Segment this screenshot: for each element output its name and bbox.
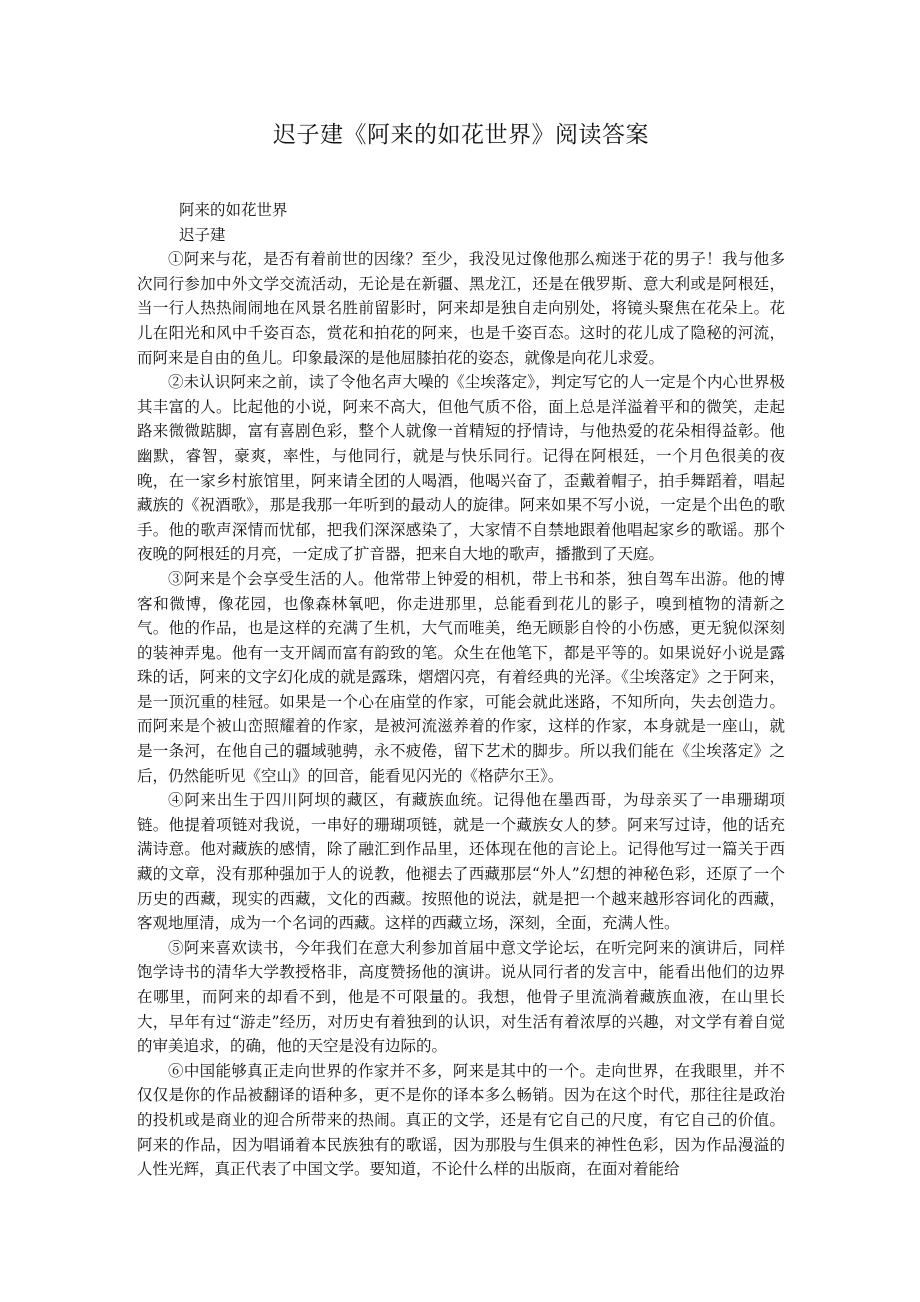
article-author: 迟子建 [179,225,226,244]
paragraph-2: ②未认识阿来之前，读了令他名声大噪的《尘埃落定》，判定写它的人一定是个内心世界极其丰富的人。比起他的小说，阿来不高大，但他气质不俗，面上总是洋溢着平和的微笑，走起路来微微踮脚，富有喜剧色彩，整个人就像一首精短的抒情诗，与他热爱的花朵相得益彰。他幽默，睿智，豪爽，率性，与他同行，就是与快乐同行。记得在阿根廷，一个月色很美的夜晚，在一家乡村旅馆里，阿来请全团的人喝酒，他喝兴奋了，歪戴着帽子，拍手舞蹈着，唱起藏族的《祝酒歌》，那是我那一年听到的最动人的旋律。阿来如果不写小说，一定是个出色的歌手。他的歌声深情而忧郁，把我们深深感染了，大家情不自禁地跟着他唱起家乡的歌谣。那个夜晚的阿根廷的月亮，一定成了扩音器，把来自大地的歌声，播撒到了天庭。 [137,373,785,564]
paragraph-4: ④阿来出生于四川阿坝的藏区，有藏族血统。记得他在墨西哥，为母亲买了一串珊瑚项链。他提着项链对我说，一串好的珊瑚项链，就是一个藏族女人的梦。阿来写过诗，他的话充满诗意。他对藏族的感情，除了融汇到作品里，还体现在他的言论上。记得他写过一篇关于西藏的文章，没有那种强加于人的说教，他褪去了西藏那层“外人”幻想的神秘色彩，还原了一个历史的西藏，现实的西藏，文化的西藏。按照他的说法，就是把一个越来越形容词化的西藏，客观地厘清，成为一个名词的西藏。这样的西藏立场，深刻，全面，充满人性。 [137,791,785,933]
paragraph-6: ⑥中国能够真正走向世界的作家并不多，阿来是其中的一个。走向世界，在我眼里，并不仅仅是你的作品被翻译的语种多，更不是你的译本多么畅销。因为在这个时代，那往往是政治的投机或是商业的迎合所带来的热闹。真正的文学，还是有它自己的尺度，有它自己的价值。阿来的作品，因为唱诵着本民族独有的歌谣，因为那股与生俱来的神性色彩，因为作品漫溢的人性光辉，真正代表了中国文学。要知道，不论什么样的出版商，在面对着能给 [137,1061,785,1179]
document-page [137,118,785,1182]
document-title: 迟子建《阿来的如花世界》阅读答案 [273,122,649,148]
paragraph-1: ①阿来与花，是否有着前世的因缘？至少，我没见过像他那么痴迷于花的男子！我与他多次同行参加中外文学交流活动，无论是在新疆、黑龙江，还是在俄罗斯、意大利或是阿根廷，当一行人热热闹闹地在风景名胜前留影时，阿来却是独自走向别处，将镜头聚焦在花朵上。花儿在阳光和风中千姿百态，赏花和拍花的阿来，也是千姿百态。这时的花儿成了隐秘的河流，而阿来是自由的鱼儿。印象最深的是他屈膝拍花的姿态，就像是向花儿求爱。 [137,250,785,367]
paragraph-3: ③阿来是个会享受生活的人。他常带上钟爱的相机，带上书和茶，独自驾车出游。他的博客和微博，像花园，也像森林氧吧，你走进那里，总能看到花儿的影子，嗅到植物的清新之气。他的作品，也是这样的充满了生机，大气而唯美，绝无顾影自怜的小伤感，更无貌似深刻的装神弄鬼。他有一支开阔而富有韵致的笔。众生在他笔下，都是平等的。如果说好小说是露珠的话，阿来的文字幻化成的就是露珠，熠熠闪亮，有着经典的光泽。《尘埃落定》之于阿来，是一顶沉重的桂冠。如果是一个心在庙堂的作家，可能会就此迷路，不知所向，失去创造力。而阿来是个被山峦照耀着的作家，是被河流滋养着的作家，这样的作家，本身就是一座山，就是一条河，在他自己的疆域驰骋，永不疲倦，留下艺术的脚步。所以我们能在《尘埃落定》之后，仍然能听见《空山》的回音，能看见闪光的《格萨尔王》。 [137,569,785,785]
article-title: 阿来的如花世界 [179,201,288,219]
paragraph-5: ⑤阿来喜欢读书，今年我们在意大利参加首届中意文学论坛，在听完阿来的演讲后，同样饱学诗书的清华大学教授格非，高度赞扬他的演讲。说从同行者的发言中，能看出他们的边界在哪里，而阿来的却看不到，他是不可限量的。我想，他骨子里流淌着藏族血液，在山里长大，早年有过“游走”经历，对历史有着独到的认识，对生活有着浓厚的兴趣，对文学有着自觉的审美追求，的确，他的天空是没有边际的。 [137,938,785,1056]
